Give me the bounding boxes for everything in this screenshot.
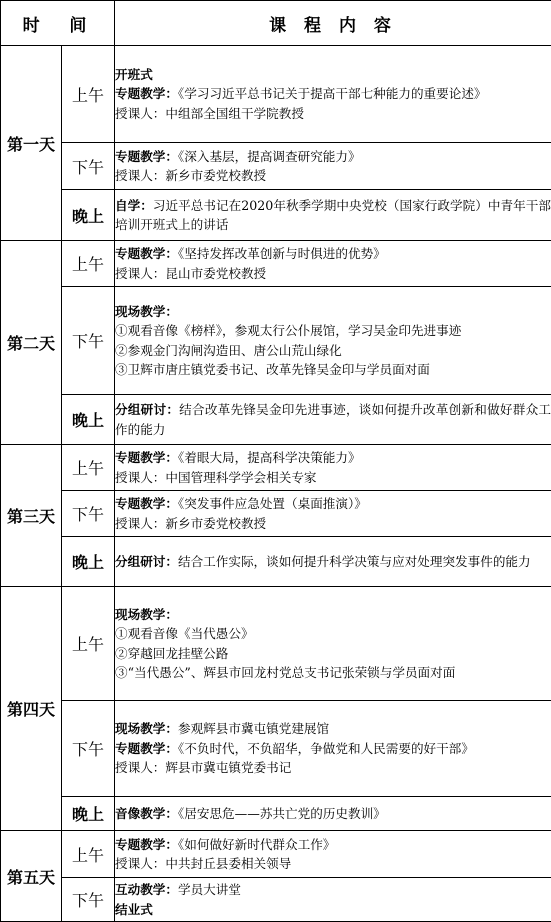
period-label: 下午 (62, 701, 115, 797)
content-line (115, 264, 551, 284)
content-line (115, 360, 551, 380)
content-line (115, 400, 551, 439)
content-text: 《坚持发挥改革创新与时俱进的优势》 (178, 246, 386, 261)
content-line (115, 663, 551, 683)
header-row (1, 1, 551, 46)
schedule-row (1, 878, 551, 922)
course-content (115, 491, 551, 537)
schedule-row (1, 395, 551, 445)
period-label: 上午 (62, 587, 115, 701)
schedule-row (1, 287, 551, 395)
schedule-row (1, 831, 551, 878)
content-heading: 专题教学： (115, 741, 178, 756)
day-label: 第二天 (1, 241, 62, 445)
content-heading: 专题教学： (115, 149, 178, 164)
content-heading: 音像教学： (115, 806, 178, 821)
content-heading: 现场教学： (115, 721, 178, 736)
content-text: ①观看音像《榜样》，参观太行公仆展馆，学习吴金印先进事迹 (115, 323, 461, 338)
content-line (115, 448, 551, 468)
period-label: 晚上 (62, 190, 115, 241)
schedule-row (1, 491, 551, 537)
schedule-row (1, 143, 551, 190)
period-label: 下午 (62, 143, 115, 190)
content-text: 授课人：昆山市委党校教授 (115, 266, 266, 281)
schedule-row (1, 445, 551, 491)
content-heading: 专题教学： (115, 246, 178, 261)
content-line (115, 900, 551, 920)
content-text: 学员大讲堂 (178, 882, 241, 897)
content-line (115, 104, 551, 124)
schedule-body (1, 46, 551, 922)
content-line (115, 321, 551, 341)
period-label: 晚上 (62, 395, 115, 445)
content-text: 《深入基层，提高调查研究能力》 (178, 149, 361, 164)
content-text: 授课人：新乡市委党校教授 (115, 516, 266, 531)
content-heading: 专题教学： (115, 837, 178, 852)
time-header: 时 间 (1, 1, 115, 46)
course-content (115, 143, 551, 190)
period-label: 上午 (62, 46, 115, 143)
content-heading: 自学： (115, 198, 153, 213)
course-content (115, 445, 551, 491)
content-line (115, 166, 551, 186)
period-label: 下午 (62, 878, 115, 922)
content-line (115, 302, 551, 322)
content-text: 《着眼大局，提高科学决策能力》 (178, 450, 361, 465)
day-label: 第五天 (1, 831, 62, 922)
content-text: 《居安思危——苏共亡党的历史教训》 (178, 806, 386, 821)
content-line (115, 835, 551, 855)
schedule-row (1, 797, 551, 831)
content-text: 《突发事件应急处置（桌面推演）》 (178, 496, 367, 511)
content-line (115, 196, 551, 235)
period-label: 晚上 (62, 797, 115, 831)
course-content (115, 831, 551, 878)
content-line (115, 644, 551, 664)
period-label: 下午 (62, 491, 115, 537)
period-label: 上午 (62, 241, 115, 287)
content-line (115, 854, 551, 874)
content-heading: 互动教学： (115, 882, 178, 897)
schedule-row (1, 46, 551, 143)
content-text: 授课人：中组部全国组干学院教授 (115, 106, 304, 121)
content-line (115, 514, 551, 534)
content-line (115, 147, 551, 167)
content-header: 课 程 内 容 (115, 1, 551, 46)
content-line (115, 758, 551, 778)
day-label: 第三天 (1, 445, 62, 587)
schedule-row (1, 537, 551, 587)
content-heading: 专题教学： (115, 450, 178, 465)
course-content (115, 878, 551, 922)
content-heading: 专题教学： (115, 86, 178, 101)
content-text: ②参观金门沟闸沟造田、唐公山荒山绿化 (115, 343, 342, 358)
content-line (115, 880, 551, 900)
period-label: 上午 (62, 445, 115, 491)
content-text: 授课人：辉县市冀屯镇党委书记 (115, 760, 291, 775)
content-heading: 分组研讨： (115, 554, 178, 569)
course-content (115, 587, 551, 701)
content-text: 习近平总书记在2020年秋季学期中央党校（国家行政学院）中青年干部培训开班式上的讲话 (115, 198, 551, 233)
course-content (115, 46, 551, 143)
content-heading: 专题教学： (115, 496, 178, 511)
content-line (115, 494, 551, 514)
content-text: ①观看音像《当代愚公》 (115, 626, 254, 641)
content-line (115, 605, 551, 625)
content-heading: 结业式 (115, 902, 153, 917)
course-content (115, 797, 551, 831)
content-text: 授课人：中国管理科学学会相关专家 (115, 470, 317, 485)
content-text: 结合工作实际，谈如何提升科学决策与应对处理突发事件的能力 (178, 554, 531, 569)
period-label: 上午 (62, 831, 115, 878)
day-label: 第四天 (1, 587, 62, 831)
content-line (115, 244, 551, 264)
schedule-row (1, 701, 551, 797)
content-line (115, 624, 551, 644)
content-heading: 分组研讨： (115, 402, 179, 417)
schedule-row (1, 587, 551, 701)
content-text: 《学习习近平总书记关于提高干部七种能力的重要论述》 (178, 86, 487, 101)
content-text: 《不负时代，不负韶华，争做党和人民需要的好干部》 (178, 741, 474, 756)
course-content (115, 395, 551, 445)
content-text: 结合改革先锋吴金印先进事迹，谈如何提升改革创新和做好群众工作的能力 (115, 402, 551, 437)
day-label: 第一天 (1, 46, 62, 241)
content-heading: 现场教学： (115, 304, 178, 319)
content-text: 授课人：新乡市委党校教授 (115, 168, 266, 183)
content-text: 《如何做好新时代群众工作》 (178, 837, 335, 852)
content-line (115, 739, 551, 759)
schedule-row (1, 190, 551, 241)
content-text: ③“当代愚公”、辉县市回龙村党总支书记张荣锁与学员面对面 (115, 665, 455, 680)
content-line (115, 719, 551, 739)
course-content (115, 190, 551, 241)
course-content (115, 701, 551, 797)
content-heading: 开班式 (115, 67, 153, 82)
content-line (115, 65, 551, 85)
content-line (115, 341, 551, 361)
content-line (115, 468, 551, 488)
schedule-row (1, 241, 551, 287)
content-text: 授课人：中共封丘县委相关领导 (115, 856, 291, 871)
content-text: 参观辉县市冀屯镇党建展馆 (178, 721, 329, 736)
content-line (115, 804, 551, 824)
course-content (115, 537, 551, 587)
course-content (115, 287, 551, 395)
content-heading: 现场教学： (115, 607, 178, 622)
period-label: 下午 (62, 287, 115, 395)
content-text: ③卫辉市唐庄镇党委书记、改革先锋吴金印与学员面对面 (115, 362, 430, 377)
content-text: ②穿越回龙挂壁公路 (115, 646, 228, 661)
course-content (115, 241, 551, 287)
content-line (115, 84, 551, 104)
period-label: 晚上 (62, 537, 115, 587)
content-line (115, 552, 551, 572)
